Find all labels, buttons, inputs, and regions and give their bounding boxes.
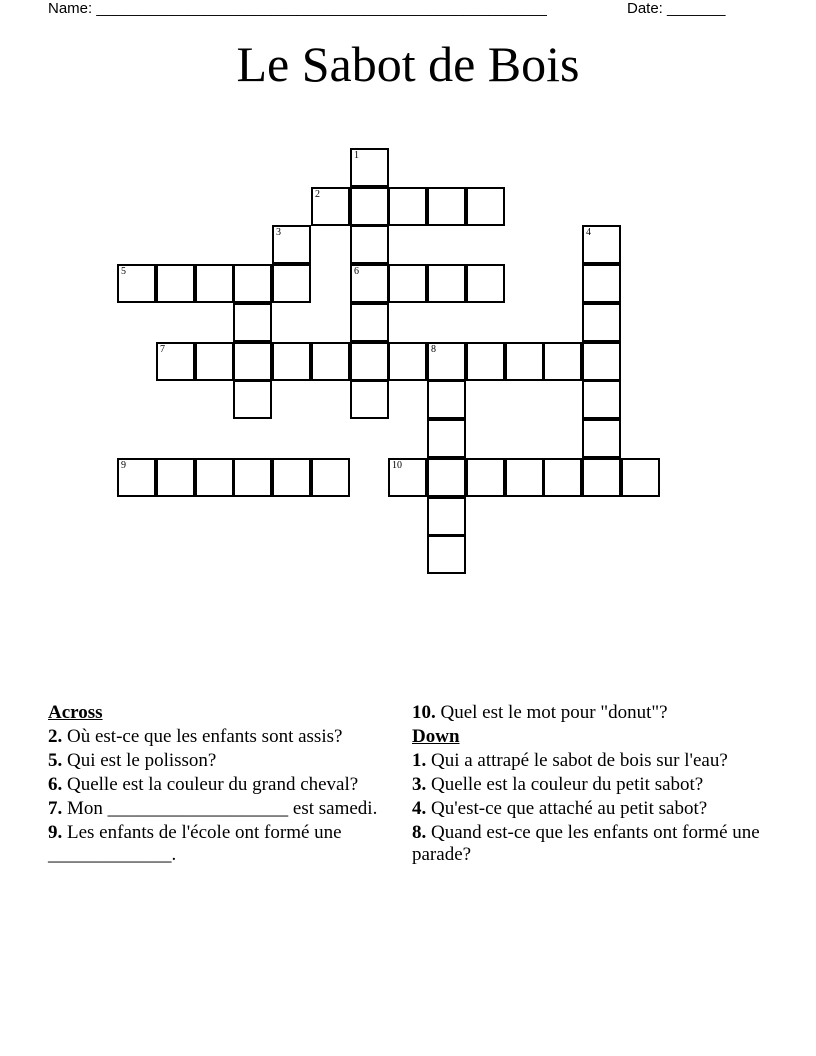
clue-text: Qui est le polisson? (67, 750, 217, 771)
cell-number: 1 (354, 150, 359, 161)
crossword-cell[interactable] (350, 148, 389, 187)
name-field-label: Name: ______________________________________________________ (48, 0, 547, 17)
cell-number: 10 (392, 460, 402, 471)
crossword-cell[interactable] (233, 264, 272, 303)
crossword-cell[interactable] (466, 187, 505, 226)
crossword-cell[interactable] (582, 458, 621, 497)
crossword-cell[interactable] (272, 225, 311, 264)
cell-number: 2 (315, 189, 320, 200)
clue-text: Quelle est la couleur du grand cheval? (67, 774, 359, 795)
clue-text: Qu'est-ce que attaché au petit sabot? (431, 798, 708, 819)
clue-text: Qui a attrapé le sabot de bois sur l'eau? (431, 750, 728, 771)
crossword-cell[interactable] (350, 380, 389, 419)
crossword-cell[interactable] (388, 458, 427, 497)
clue-text: Les enfants de l'école ont formé une _____________. (48, 822, 342, 865)
crossword-cell[interactable] (505, 342, 544, 381)
crossword-cell[interactable] (195, 264, 234, 303)
crossword-cell[interactable] (466, 458, 505, 497)
crossword-cell[interactable] (388, 342, 427, 381)
crossword-cell[interactable] (582, 380, 621, 419)
clue-number: 2. (48, 726, 63, 747)
crossword-cell[interactable] (427, 342, 466, 381)
clue-down-1 (412, 750, 762, 772)
crossword-cell[interactable] (233, 380, 272, 419)
cell-number: 6 (354, 266, 359, 277)
clue-text: Quand est-ce que les enfants ont formé une parade? (412, 822, 760, 865)
clue-number: 7. (48, 798, 63, 819)
clue-number: 10. (412, 702, 436, 723)
clues-right-column (412, 702, 762, 868)
clue-text: Quelle est la couleur du petit sabot? (431, 774, 704, 795)
clue-number: 5. (48, 750, 63, 771)
crossword-cell[interactable] (582, 303, 621, 342)
crossword-cell[interactable] (117, 458, 156, 497)
date-field-label: Date: _______ (627, 0, 726, 17)
cell-number: 5 (121, 266, 126, 277)
clue-number: 6. (48, 774, 63, 795)
clue-across-7 (48, 798, 383, 820)
crossword-cell[interactable] (427, 458, 466, 497)
clue-down-8 (412, 822, 762, 866)
crossword-cell[interactable] (543, 342, 582, 381)
cell-number: 3 (276, 227, 281, 238)
crossword-cell[interactable] (427, 419, 466, 458)
crossword-cell[interactable] (350, 303, 389, 342)
clue-text: Mon ___________________ est samedi. (67, 798, 378, 819)
crossword-cell[interactable] (272, 342, 311, 381)
clue-text: Où est-ce que les enfants sont assis? (67, 726, 343, 747)
crossword-cell[interactable] (427, 380, 466, 419)
crossword-cell[interactable] (582, 342, 621, 381)
crossword-cell[interactable] (195, 458, 234, 497)
crossword-cell[interactable] (311, 342, 350, 381)
clue-down-3 (412, 774, 762, 796)
crossword-cell[interactable] (156, 264, 195, 303)
crossword-cell[interactable] (233, 342, 272, 381)
crossword-cell[interactable] (156, 458, 195, 497)
clue-across-2 (48, 726, 383, 748)
crossword-cell[interactable] (582, 225, 621, 264)
crossword-cell[interactable] (350, 264, 389, 303)
crossword-cell[interactable] (466, 264, 505, 303)
crossword-cell[interactable] (582, 419, 621, 458)
clue-number: 8. (412, 822, 427, 843)
down-heading: Down (412, 726, 460, 747)
across-heading: Across (48, 702, 103, 723)
crossword-cell[interactable] (350, 187, 389, 226)
crossword-cell[interactable] (582, 264, 621, 303)
clues-left-column (48, 702, 383, 868)
crossword-cell[interactable] (427, 535, 466, 574)
crossword-cell[interactable] (233, 303, 272, 342)
clue-across-5 (48, 750, 383, 772)
crossword-cell[interactable] (388, 187, 427, 226)
clue-across-6 (48, 774, 383, 796)
crossword-cell[interactable] (543, 458, 582, 497)
crossword-cell[interactable] (427, 264, 466, 303)
crossword-cell[interactable] (388, 264, 427, 303)
crossword-cell[interactable] (272, 264, 311, 303)
clue-text: Quel est le mot pour "donut"? (440, 702, 668, 723)
crossword-cell[interactable] (427, 187, 466, 226)
crossword-cell[interactable] (233, 458, 272, 497)
clue-across-9 (48, 822, 383, 866)
cell-number: 9 (121, 460, 126, 471)
crossword-cell[interactable] (350, 342, 389, 381)
crossword-cell[interactable] (350, 225, 389, 264)
crossword-cell[interactable] (311, 458, 350, 497)
crossword-cell[interactable] (195, 342, 234, 381)
crossword-cell[interactable] (505, 458, 544, 497)
crossword-cell[interactable] (156, 342, 195, 381)
crossword-cell[interactable] (117, 264, 156, 303)
clue-down-4 (412, 798, 762, 820)
crossword-cell[interactable] (311, 187, 350, 226)
cell-number: 7 (160, 344, 165, 355)
crossword-cell[interactable] (427, 497, 466, 536)
clue-number: 1. (412, 750, 427, 771)
cell-number: 4 (586, 227, 591, 238)
cell-number: 8 (431, 344, 436, 355)
crossword-cell[interactable] (466, 342, 505, 381)
page-title: Le Sabot de Bois (236, 36, 580, 92)
crossword-cell[interactable] (621, 458, 660, 497)
clue-number: 9. (48, 822, 63, 843)
clue-number: 4. (412, 798, 427, 819)
clue-number: 3. (412, 774, 427, 795)
clue-across-10 (412, 702, 762, 724)
crossword-cell[interactable] (272, 458, 311, 497)
